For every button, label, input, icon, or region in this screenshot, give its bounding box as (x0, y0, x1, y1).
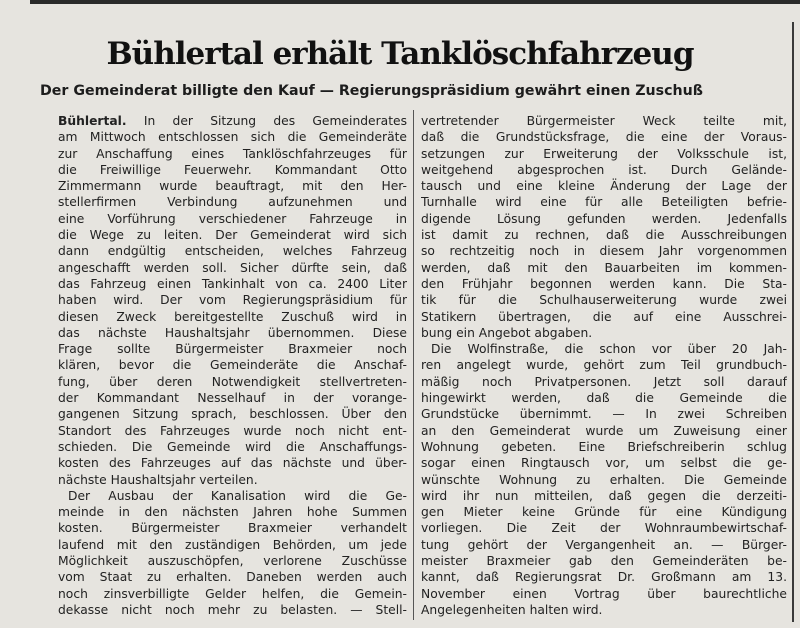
article-line: zur Anschaffung eines Tanklöschfahrzeuges für (58, 146, 407, 161)
article-line: wünschte Wohnung zu erhalten. Die Gemeinde (421, 472, 787, 487)
article-line: nächste Haushaltsjahr verteilen. (58, 472, 258, 487)
article-line: sogar einen Ringtausch vor, um selbst die ge- (421, 456, 787, 471)
article-line: vom Staat zu erhalten. Daneben werden auch (58, 570, 407, 585)
right-border-rule (792, 22, 794, 622)
article-line: Möglichkeit auszuschöpfen, verlorene Zuschüsse (58, 554, 407, 569)
article-line: der Kommandant Nesselhauf in der vorange- (58, 391, 407, 406)
article-line: eine Vorführung verschiedener Fahrzeuge in (58, 211, 407, 226)
article-line: November einen Vortrag über baurechtliche (421, 586, 787, 601)
column-divider (413, 110, 414, 620)
article-line: laufend mit den zuständigen Behörden, um jede (58, 537, 407, 552)
article-line: Statikern übertragen, die auf eine Ausschrei- (421, 309, 787, 324)
article-line: Frage sollte Bürgermeister Braxmeier noch (58, 342, 407, 357)
article-line: stellerfirmen Verbindung aufzunehmen und (58, 195, 407, 210)
article-line: ren angelegt wurde, gehört zum Teil grundbuch- (421, 358, 787, 373)
article-line: klären, bevor die Gemeinderäte die Anschaf- (58, 358, 407, 373)
article-line: an den Gemeinderat wurde um Zuweisung einer (421, 423, 787, 438)
left-column (58, 113, 407, 618)
article-line: werden, daß mit den Bauarbeiten im kommen- (421, 260, 787, 275)
article-line: schieden. Die Gemeinde wird die Anschaffungs- (58, 439, 407, 454)
article-line: fung, über deren Notwendigkeit stellvertreten- (58, 374, 407, 389)
article-line: das nächste Haushaltsjahr übernommen. Diese (58, 325, 407, 340)
article-line: gangenen Sitzung sprach, beschlossen. Über den (58, 407, 407, 422)
article-line: Angelegenheiten halten wird. (421, 602, 603, 617)
article-line: die Wege zu leiten. Der Gemeinderat wird sich (58, 228, 407, 243)
article-line: setzungen zur Erweiterung der Volksschule ist, (421, 146, 787, 161)
article-line: vorliegen. Die Zeit der Wohnraumbewirtschaf- (421, 521, 787, 536)
article-line: meinde in den nächsten Jahren hohe Summen (58, 505, 407, 520)
article-line: mäßig noch Privatpersonen. Jetzt soll darauf (421, 374, 787, 389)
top-rule (30, 0, 800, 4)
article-line: so rechtzeitig noch in diesem Jahr vorgenommen (421, 244, 787, 259)
article-line: hingewirkt werden, daß die Gemeinde die (421, 391, 787, 406)
article-line: vertretender Bürgermeister Weck teilte mit, (421, 114, 787, 128)
article-line: Standort des Fahrzeuges wurde noch nicht ent- (58, 423, 407, 438)
article-line-text: In der Sitzung des Gemeinderates (126, 114, 407, 128)
article-line: kannt, daß Regierungsrat Dr. Großmann am 13. (421, 570, 787, 585)
article-line: meister Braxmeier gab den Gemeinderäten be- (421, 554, 787, 569)
headline: Bühlertal erhält Tanklöschfahrzeug (106, 36, 694, 72)
article-line: digende Lösung gefunden werden. Jedenfalls (421, 211, 787, 226)
article-line: noch zinsverbilligte Gelder helfen, die Gemein- (58, 586, 407, 601)
article-line: ist damit zu rechnen, daß die Ausschreibungen (421, 228, 787, 243)
article-line (58, 113, 407, 129)
article-line: die Freiwillige Feuerwehr. Kommandant Otto (58, 162, 407, 177)
article-line: tik für die Schulhauserweiterung wurde zwei (421, 293, 787, 308)
article-line: kosten. Bürgermeister Braxmeier verhandelt (58, 521, 407, 536)
article-line: daß die Grundstücksfrage, die eine der Voraus- (421, 130, 787, 145)
article-line: weitgehend abgesprochen ist. Durch Gelände- (421, 162, 787, 177)
article-line: Grundstücke übernimmt. — In zwei Schreiben (421, 407, 787, 422)
subheadline: Der Gemeinderat billigte den Kauf — Regierungspräsidium gewährt einen Zuschuß (40, 83, 703, 99)
article-line: kosten des Fahrzeuges auf das nächste und über- (58, 456, 407, 471)
article-line: tung gehört der Vergangenheit an. — Bürger- (421, 537, 787, 552)
article-line: Zimmermann wurde beauftragt, mit den Her- (58, 179, 407, 194)
article-line: Die Wolfinstraße, die schon vor über 20 Jah- (431, 342, 787, 357)
article-line: wird ihr nun mitteilen, daß gegen die derzeiti- (421, 488, 787, 503)
article-line: dann endgültig entscheiden, welches Fahrzeug (58, 244, 407, 259)
article-line: Turnhalle wird eine für alle Beteiligten befrie- (421, 195, 787, 210)
right-column (421, 113, 787, 618)
article-line: das Fahrzeug einen Tankinhalt von ca. 2400 Liter (58, 276, 407, 291)
article-line: diesen Zweck bereitgestellte Zuschuß wird in (58, 309, 407, 324)
article-line: Wohnung gebeten. Eine Briefschreiberin schlug (421, 439, 787, 454)
article-line: den Frühjahr begonnen werden kann. Die Sta- (421, 276, 787, 291)
article-line: Der Ausbau der Kanalisation wird die Ge- (68, 488, 407, 503)
article-line: bung ein Angebot abgaben. (421, 325, 593, 340)
article-line: gen Mieter keine Gründe für eine Kündigung (421, 505, 787, 520)
dateline: Bühlertal. (58, 114, 127, 128)
article-line: haben wird. Der vom Regierungspräsidium für (58, 293, 407, 308)
article-line: dekasse nicht noch mehr zu belasten. — Stell- (58, 602, 407, 617)
article-line: tausch und eine kleine Änderung der Lage der (421, 179, 787, 194)
article-line: angeschafft werden soll. Sicher dürfte sein, daß (58, 260, 407, 275)
article-line: am Mittwoch entschlossen sich die Gemeinderäte (58, 130, 407, 145)
